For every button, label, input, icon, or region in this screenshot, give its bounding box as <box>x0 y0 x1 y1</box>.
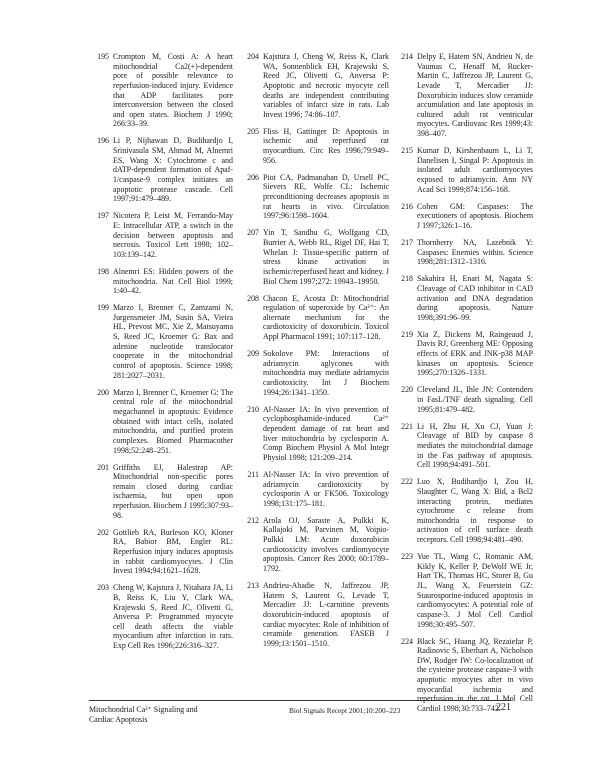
reference-entry <box>235 127 389 166</box>
reference-text: Arola OJ, Saraste A, Pulkki K, Kallajoki M, Parvinen M, Voipio-Pulkki LM: Acute doxorubicin cardiotoxicity involves cardiomyocyte apoptosis. Cancer Res 2000; 60:1789–1792. <box>263 515 389 573</box>
reference-text: Sakahira H, Enari M, Nagata S: Cleavage of CAD inhibitor in CAD activation and DNA degradation during apoptosis. Nature 1998;391:96–99. <box>417 274 533 322</box>
reference-number: 199 <box>97 303 109 313</box>
reference-text: Xia Z, Dickens M, Raingeaud J, Davis RJ, Greenberg ME: Opposing effects of ERK and JNK-p38 MAP kinases on apoptosis. Science 1995;270:1326–1331. <box>417 329 533 378</box>
reference-entry <box>235 516 389 574</box>
reference-entry <box>389 274 533 322</box>
reference-entry <box>85 211 233 259</box>
reference-text: Delpy E, Hatem SN, Andrieu N, de Vaumas C, Henaff M, Rucker-Martin C, Jaffrezou JP, Laurent G, Levade T, Mercadier JJ: Doxorubicin induces slow ceramide accumulation and late apoptosis in cultured adult rat ventricular myocytes. Cardiovasc Res 1999;43: 398–407. <box>417 52 533 139</box>
reference-text: Yin T, Sandhu G, Wolfgang CD, Burrier A, Webb RL, Rigel DF, Hai T, Whelan J: Tissue-specific pattern of stress kinase activation in ischemic/reperfused heart and kidney. J Biol Chem 1997;272: 19943–19950. <box>263 228 389 286</box>
reference-entry <box>235 173 389 221</box>
reference-text: Li H, Zhu H, Xu CJ, Yuan J: Cleavage of BID by caspase 8 mediates the mitochondrial damage in the Fas pathway of apoptosis. Cell 1998;94:491–501. <box>417 421 533 470</box>
reference-column-middle <box>235 52 389 656</box>
reference-number: 212 <box>247 515 259 525</box>
reference-text: Sokolove PM: Interactions of adriamycin aglycones with mitochondria may mediate adriamycin cardiotoxicity. Int J Biochem 1994;26:1341–1350. <box>263 349 389 397</box>
reference-number: 196 <box>97 136 109 146</box>
reference-entry <box>235 294 389 342</box>
reference-number: 216 <box>401 201 413 211</box>
reference-number: 222 <box>401 477 413 487</box>
reference-text: Cheng W, Kajstura J, Nitahara JA, Li B, Reiss K, Liu Y, Clark WA, Krajewski S, Reed JC, Olivetti G, Anversa P: Programmed myocyte cell death affects the viable myocardium after infarction in rats. Exp Cell Res 1996;226:316–327. <box>113 583 233 651</box>
reference-number: 210 <box>247 404 259 414</box>
reference-number: 218 <box>401 274 413 284</box>
reference-entry <box>389 202 533 231</box>
reference-entry <box>389 385 533 414</box>
running-title: Mitochondrial Ca²⁺ Signaling and Cardiac Apoptosis <box>89 705 198 724</box>
reference-number: 209 <box>247 349 259 359</box>
page-number: 221 <box>496 702 511 713</box>
reference-entry <box>85 388 233 455</box>
reference-text: Cohen GM: Caspases: The executioners of apoptosis. Biochem J 1997;326:1–16. <box>417 201 533 230</box>
journal-citation: Biol Signals Recept 2001;10:200–223 <box>289 706 401 715</box>
reference-number: 198 <box>97 266 109 276</box>
reference-column-left <box>85 52 233 658</box>
reference-entry <box>389 52 533 139</box>
reference-entry <box>389 477 533 544</box>
reference-number: 205 <box>247 126 259 136</box>
reference-entry <box>389 330 533 378</box>
reference-number: 204 <box>247 52 259 61</box>
reference-number: 203 <box>97 583 109 593</box>
reference-number: 221 <box>401 421 413 431</box>
reference-number: 224 <box>401 636 413 646</box>
reference-entry <box>235 349 389 397</box>
footer-rule <box>89 700 511 701</box>
reference-number: 214 <box>401 52 413 61</box>
reference-number: 195 <box>97 52 109 61</box>
reference-entry <box>85 583 233 650</box>
reference-text: Gottlieb RA, Burleson KO, Kloner RA, Babior BM, Engler RL: Reperfusion injury induces apoptosis in rabbit cardiomyocytes. J Clin Invest 1994;94:1621–1628. <box>113 527 233 576</box>
reference-number: 200 <box>97 387 109 397</box>
reference-number: 197 <box>97 211 109 221</box>
reference-text: Black SC, Huang JQ, Rezaiefar P, Radinovic S, Eberhart A, Nicholson DW, Rodger IW: Co-localization of the cysteine protease caspase-3 with apoptotic myocytes after in vivo myocardial ischemia and reperfusion in the rat. J Mol Cell Cardiol 1998;30:733–742. <box>417 636 533 714</box>
reference-number: 208 <box>247 293 259 303</box>
reference-text: Marzo I, Brenner C, Zamzami N, Jurgensmeier JM, Susin SA, Vieira HL, Prevost MC, Xie Z, Matsuyama S, Reed JC, Kroemer G: Bax and adenine nucleotide translocator cooperate in the mitochondrial control of apoptosis. Science 1998; 281:2027–2031. <box>113 303 233 380</box>
reference-text: Al-Nasser IA: In vivo prevention of adriamycin cardiotoxicity by cyclosporin A or FK506. Toxicology 1998;131:175–181. <box>263 469 389 508</box>
reference-text: Alnemri ES: Hidden powers of the mitochondria. Nat Cell Biol 1999; 1:40–42. <box>113 266 233 296</box>
reference-text: Chacon E, Acosta D: Mitochondrial regulation of superoxide by Ca²⁺: An alternate mechanism for the cardiotoxicity of doxorubicin. Toxicol Appl Pharmacol 1991; 107:117–128. <box>263 293 389 342</box>
reference-entry <box>85 303 233 380</box>
reference-number: 223 <box>401 552 413 562</box>
reference-text: Andrieu-Abadie N, Jaffrezou JP, Hatem S, Laurent G, Levade T, Mercadier JJ: L-carnitine prevents doxorubicin-induced apoptosis of cardiac myocytes: Role of inhibition of ceramide generation. FASEB J 1999;13:1501–1510. <box>263 580 389 648</box>
reference-entry <box>85 528 233 576</box>
reference-text: Thornberry NA, Lazebnik Y: Caspases: Enemies within. Science 1998;281:1312–1316. <box>417 237 533 267</box>
reference-text: Kajstura J, Cheng W, Reiss K, Clark WA, Sonnenblick EH, Krajewski S, Reed JC, Olivetti G, Anversa P: Apoptotic and necrotic myocyte cell deaths are independent contributing variables of infarct size in rats. Lab Invest 1996; 74:86–107. <box>263 52 389 119</box>
reference-text: Crompton M, Costi A: A heart mitochondrial Ca2(+)-dependent pore of possible relevance to reperfusion-induced injury. Evidence that ADP facilitates pore interconversion between the closed and open states. Biochem J 1990; 266:33–39. <box>113 52 233 129</box>
reference-entry <box>235 470 389 509</box>
reference-number: 202 <box>97 527 109 537</box>
reference-entry <box>235 581 389 648</box>
reference-text: Nicotera P, Leist M, Ferrando-May E: Intracellular ATP, a switch in the decision between apoptosis and necrosis. Toxicol Lett 1998; 102–103:139–142. <box>113 211 233 259</box>
reference-text: Piot CA, Padmanaban D, Ursell PC, Sievers RE, Wolfe CL: Ischemic preconditioning decreases apoptosis in rat hearts in vivo. Circulation 1997;96:1598–1604. <box>263 172 389 221</box>
reference-entry <box>235 52 389 119</box>
reference-entry <box>389 422 533 470</box>
reference-number: 213 <box>247 580 259 590</box>
reference-number: 211 <box>247 469 259 479</box>
reference-text: Kumar D, Kirshenbaum L, Li T, Danelisen I, Singal P: Apoptosis in isolated adult cardiomyocytes exposed to adriamycin. Ann NY Acad Sci 1999;874:156–168. <box>417 146 533 194</box>
reference-text: Yue TL, Wang C, Romanic AM, Kikly K, Keller P, DeWolf WE Jr, Hart TK, Thomas HC, Storer B, Gu JL, Wang X, Feuerstein GZ: Staurosporine-induced apoptosis in cardiomyocytes: A potential role of caspase-3. J Mol Cell Cardiol 1998;30:495–507. <box>417 552 533 629</box>
reference-text: Cleveland JL, Ihle JN: Contenders in FasL/TNF death signaling. Cell 1995;81:479–482. <box>417 385 533 414</box>
reference-number: 220 <box>401 385 413 395</box>
reference-entry <box>235 405 389 463</box>
reference-text: Luo X, Budihardjo I, Zou H, Slaughter C, Wang X: Bid, a Bcl2 interacting protein, mediates cytochrome c release from mitochondria in response to activation of cell surface death receptors. Cell 1998;94:481–490. <box>417 477 533 545</box>
reference-entry <box>389 146 533 194</box>
reference-text: Al-Nasser IA: In vivo prevention of cyclophosphamide-induced Ca²⁺ dependent damage of rat heart and liver mitochondria by cyclosporin A. Comp Biochem Physiol A Mol Integr Physiol 1998; 121:209–214. <box>263 404 389 462</box>
reference-number: 215 <box>401 146 413 156</box>
reference-number: 201 <box>97 462 109 472</box>
reference-entry <box>389 238 533 267</box>
reference-entry <box>85 267 233 296</box>
reference-entry <box>85 136 233 203</box>
reference-entry <box>85 52 233 129</box>
reference-entry <box>235 228 389 286</box>
reference-number: 207 <box>247 228 259 238</box>
reference-column-right <box>389 52 533 721</box>
reference-text: Marzo I, Brenner C, Kroemer G: The central role of the mitochondrial megachannel in apoptosis: Evidence obtained with intact cells, isolated mitochondria, and purified protein complexes. Biomed Pharmacother 1998;52:248–251. <box>113 387 233 455</box>
reference-entry <box>389 552 533 629</box>
page-footer <box>89 700 511 740</box>
reference-text: Fliss H, Gattinger D: Apoptosis in ischemic and reperfused rat myocardium. Circ Res 1996;79:949–956. <box>263 126 389 165</box>
reference-number: 217 <box>401 237 413 247</box>
reference-entry <box>85 463 233 521</box>
reference-number: 219 <box>401 329 413 339</box>
reference-text: Griffiths EJ, Halestrap AP: Mitochondrial non-specific pores remain closed during cardiac ischaemia, but open upon reperfusion. Biochem J 1995;307:93–98. <box>113 462 233 520</box>
reference-text: Li P, Nijhawan D, Budihardjo I, Srinivasula SM, Ahmad M, Alnemri ES, Wang X: Cytochrome c and dATP-dependent formation of Apaf-1/caspase-9 complex initiates an apoptotic protease cascade. Cell 1997;91:479–489. <box>113 136 233 204</box>
reference-number: 206 <box>247 172 259 182</box>
